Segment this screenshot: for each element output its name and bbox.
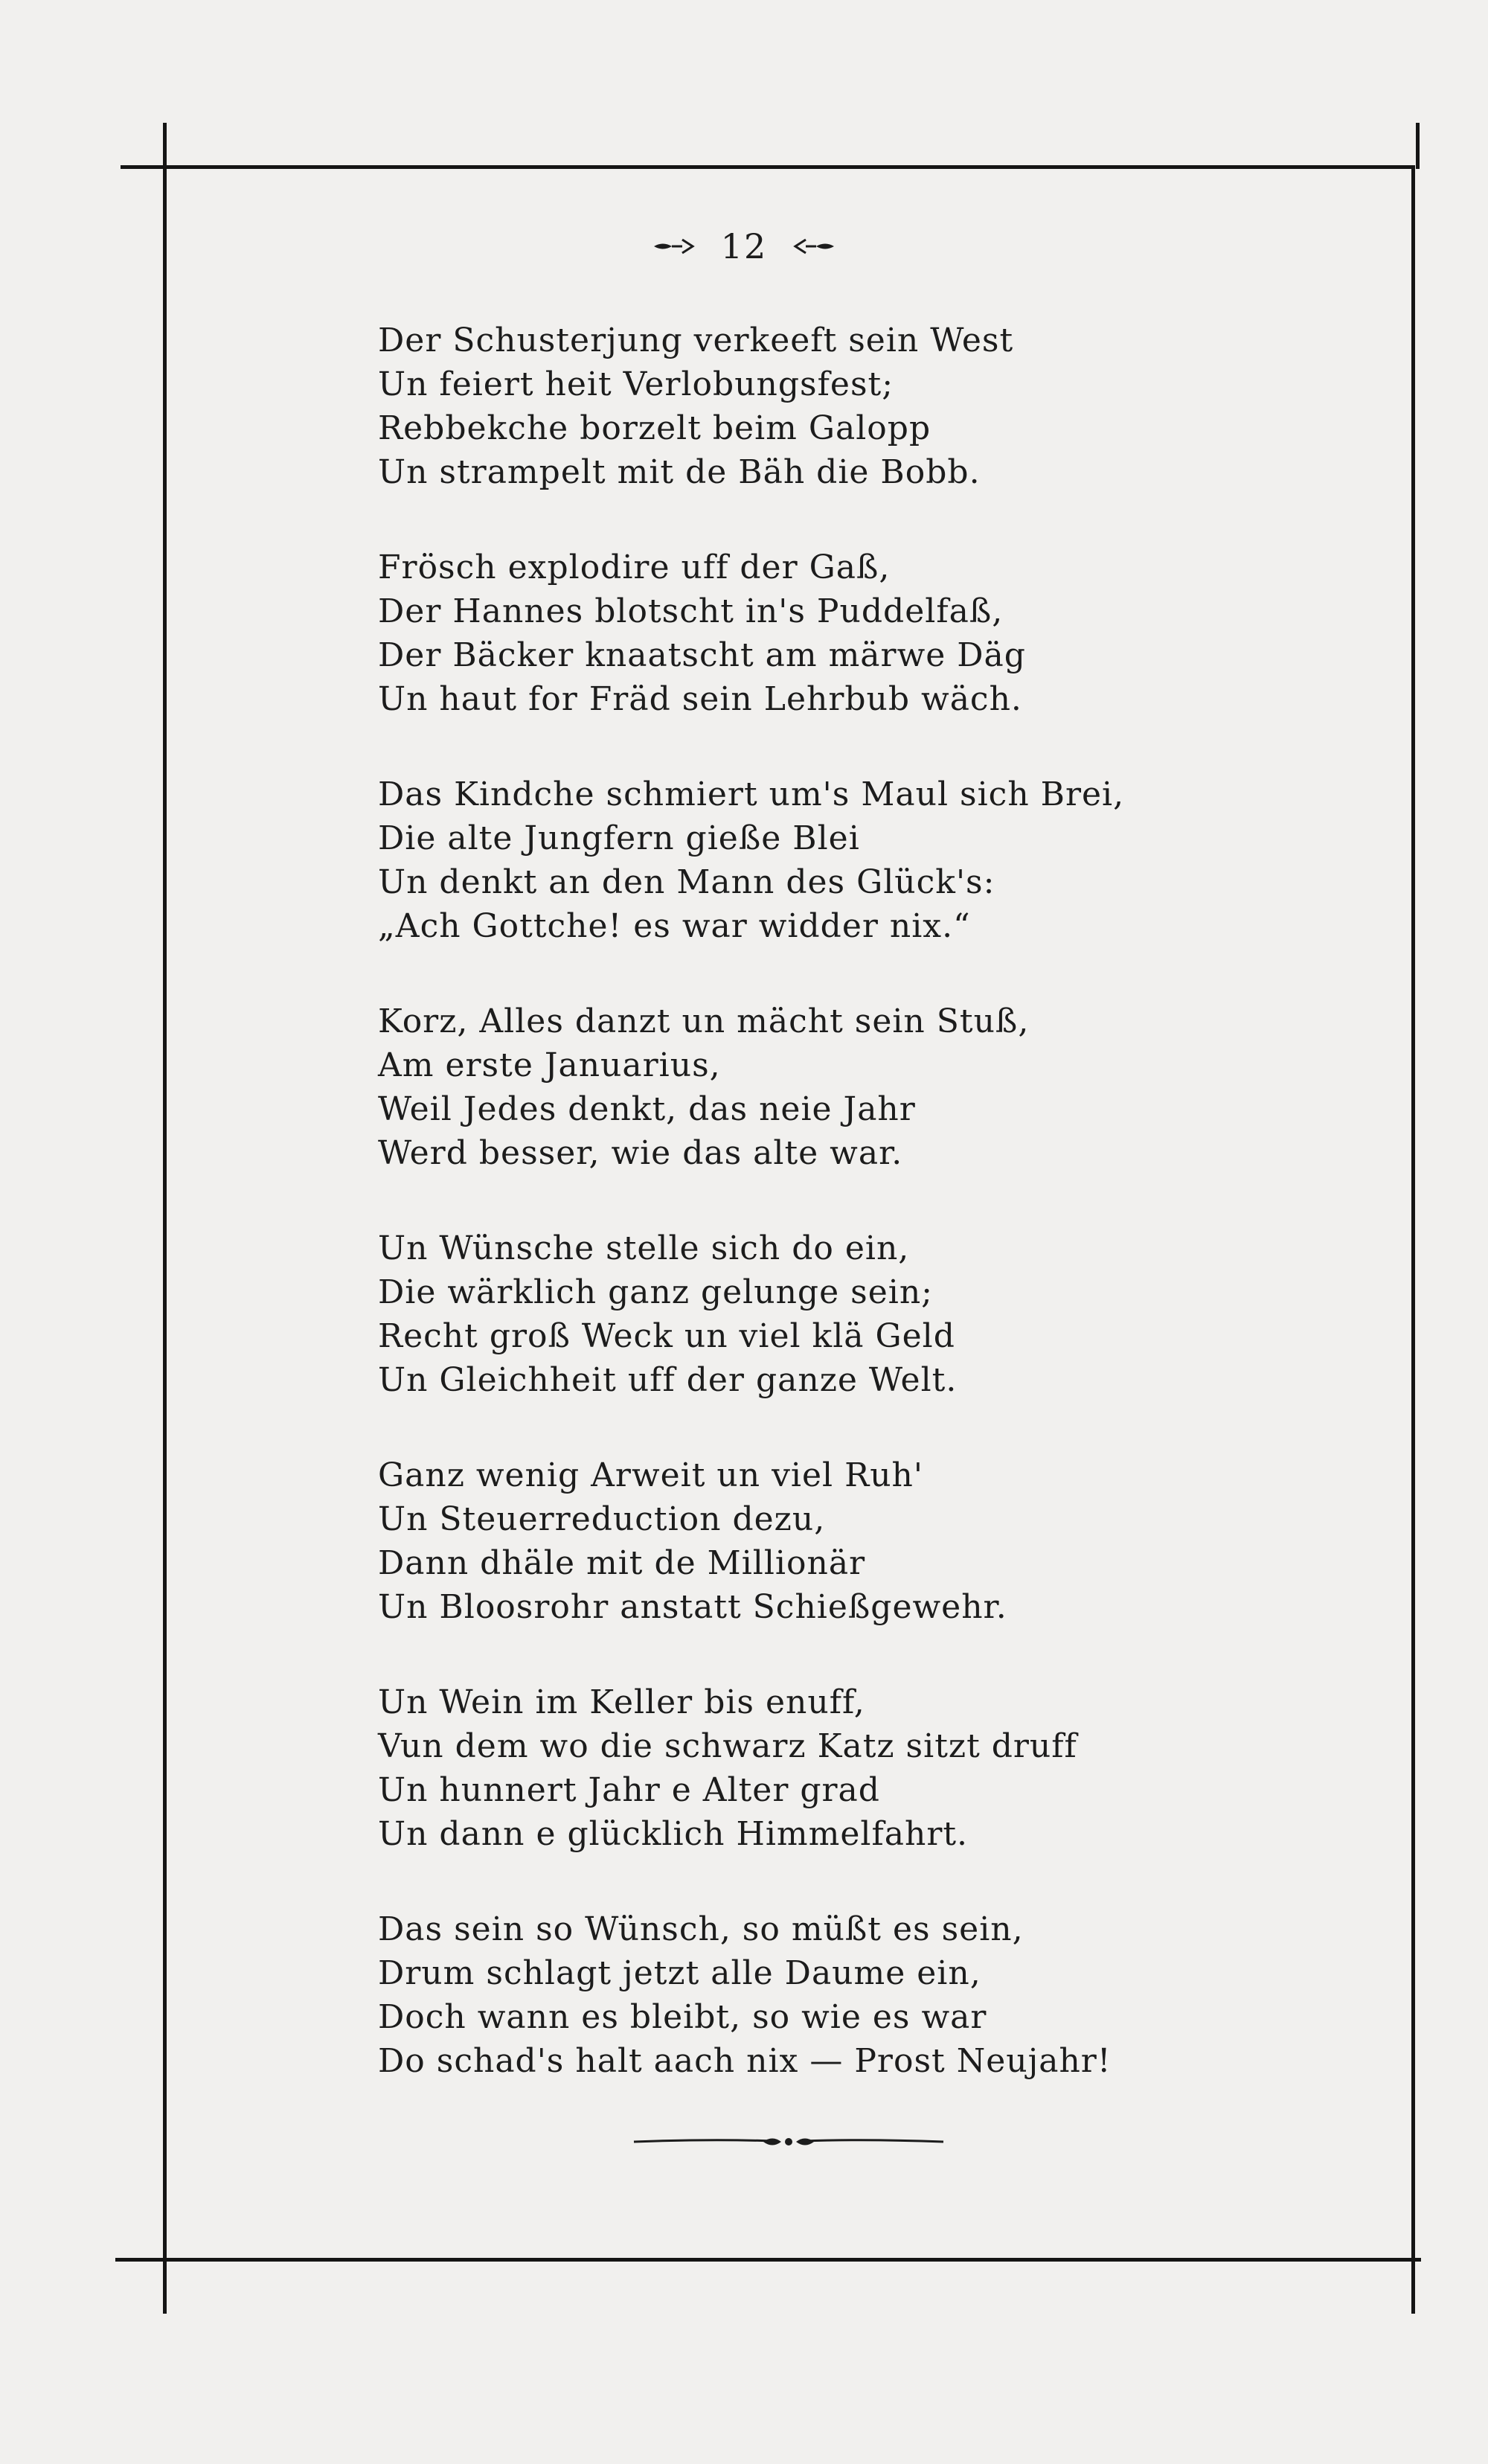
top-border-line xyxy=(121,165,1415,169)
right-border-line xyxy=(1411,165,1415,2260)
poem-line: Un Bloosrohr anstatt Schießgewehr. xyxy=(378,1588,1007,1626)
tailpiece-rule-icon xyxy=(632,2127,945,2157)
bottom-left-tick xyxy=(163,2258,167,2314)
page-header xyxy=(0,220,1488,272)
fleuron-left-icon xyxy=(792,237,836,256)
stanza-8 xyxy=(378,1907,1204,2083)
poem-line: Un strampelt mit de Bäh die Bobb. xyxy=(378,453,981,491)
poem-line: Die wärklich ganz gelunge sein; xyxy=(378,1273,933,1311)
poem-line: Frösch explodire uff der Gaß, xyxy=(378,548,891,586)
poem-line: Doch wann es bleibt, so wie es war xyxy=(378,1998,987,2036)
poem-line: Un Gleichheit uff der ganze Welt. xyxy=(378,1361,958,1399)
fleuron-right-icon xyxy=(652,237,696,256)
poem-line: Ganz wenig Arweit un viel Ruh' xyxy=(378,1456,923,1494)
poem-line: Un denkt an den Mann des Glück's: xyxy=(378,863,995,901)
poem-line: Recht groß Weck un viel klä Geld xyxy=(378,1317,955,1355)
poem-line: „Ach Gottche! es war widder nix.“ xyxy=(378,907,971,945)
left-border-line xyxy=(163,165,167,2260)
poem-line: Un Wünsche stelle sich do ein, xyxy=(378,1229,910,1267)
top-right-tick xyxy=(1416,123,1420,169)
stanza-6 xyxy=(378,1453,1204,1629)
stanza-1 xyxy=(378,319,1204,494)
stanza-7 xyxy=(378,1680,1204,1856)
stanza-5 xyxy=(378,1226,1204,1402)
poem-line: Un dann e glücklich Himmelfahrt. xyxy=(378,1815,969,1853)
poem-line: Weil Jedes denkt, das neie Jahr xyxy=(378,1090,916,1128)
stanza-4 xyxy=(378,999,1204,1175)
poem-line: Rebbekche borzelt beim Galopp xyxy=(378,409,931,447)
bottom-border-line xyxy=(115,2258,1421,2262)
poem-line: Un feiert heit Verlobungsfest; xyxy=(378,365,894,403)
poem-line: Korz, Alles danzt un mächt sein Stuß, xyxy=(378,1002,1030,1040)
bottom-right-tick xyxy=(1411,2258,1415,2314)
stanza-3 xyxy=(378,772,1204,948)
poem-line: Der Bäcker knaatscht am märwe Däg xyxy=(378,636,1026,674)
poem-line: Die alte Jungfern gieße Blei xyxy=(378,819,860,857)
poem-line: Am erste Januarius, xyxy=(378,1046,721,1084)
poem-line: Un haut for Fräd sein Lehrbub wäch. xyxy=(378,680,1022,718)
poem xyxy=(378,319,1204,2134)
stanza-2 xyxy=(378,545,1204,721)
poem-line: Un hunnert Jahr e Alter grad xyxy=(378,1771,880,1809)
poem-line: Der Hannes blotscht in's Puddelfaß, xyxy=(378,592,1004,630)
poem-line: Werd besser, wie das alte war. xyxy=(378,1134,903,1172)
poem-line: Un Wein im Keller bis enuff, xyxy=(378,1683,865,1721)
poem-line: Do schad's halt aach nix — Prost Neujahr! xyxy=(378,2042,1112,2080)
poem-line: Der Schusterjung verkeeft sein West xyxy=(378,321,1014,359)
poem-line: Dann dhäle mit de Millionär xyxy=(378,1544,866,1582)
top-left-tick xyxy=(163,123,167,169)
poem-line: Das Kindche schmiert um's Maul sich Brei, xyxy=(378,775,1125,813)
poem-line: Vun dem wo die schwarz Katz sitzt druff xyxy=(378,1727,1077,1765)
poem-line: Un Steuerreduction dezu, xyxy=(378,1500,826,1538)
poem-line: Das sein so Wünsch, so müßt es sein, xyxy=(378,1910,1024,1948)
poem-line: Drum schlagt jetzt alle Daume ein, xyxy=(378,1954,981,1992)
page-number: 12 xyxy=(720,226,768,266)
